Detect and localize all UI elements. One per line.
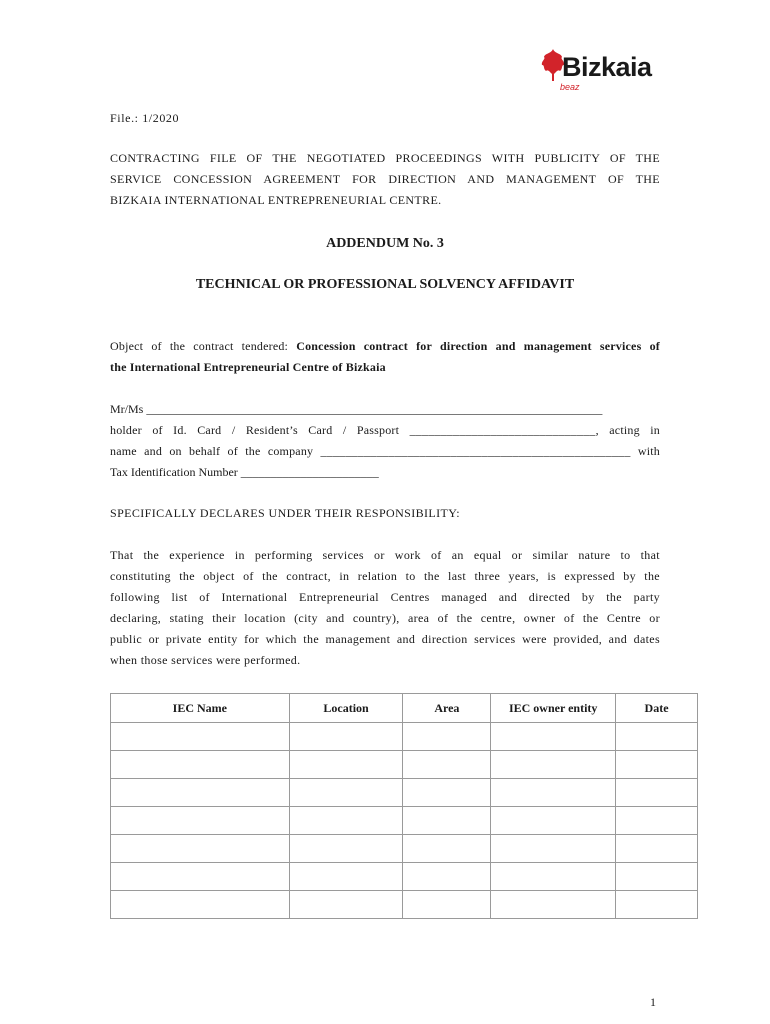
table-row [111,835,698,863]
file-number: File.: 1/2020 [110,111,180,125]
table-cell[interactable] [491,863,616,891]
table-cell[interactable] [616,835,698,863]
contracting-file-line: SERVICE CONCESSION AGREEMENT FOR DIRECTION AND MANAGEMENT OF THE [110,172,660,186]
contracting-file-line: BIZKAIA INTERNATIONAL ENTREPRENEURIAL CENTRE. [110,193,442,207]
table-cell[interactable] [111,835,290,863]
name-field-line: Mr/Ms ____________________________________________________________________________ [110,402,603,416]
experience-line: public or private entity for which the management and direction services were provided, and dates [110,632,660,646]
page-number: 1 [650,995,656,1009]
table-cell[interactable] [491,723,616,751]
table-row [111,723,698,751]
tax-id-field-line: Tax Identification Number _______________________ [110,465,379,479]
table-cell[interactable] [289,863,403,891]
table-cell[interactable] [289,891,403,919]
column-header-iec-name: IEC Name [111,694,290,723]
id-card-label: holder of Id. Card / Resident’s Card / Passport [110,423,400,437]
table-cell[interactable] [289,723,403,751]
contract-object-value: the International Entrepreneurial Centre of Bizkaia [110,360,386,374]
company-field-line [110,441,660,462]
table-row [111,779,698,807]
table-cell[interactable] [491,835,616,863]
contracting-file-line: CONTRACTING FILE OF THE NEGOTIATED PROCEEDINGS WITH PUBLICITY OF THE [110,151,660,165]
table-cell[interactable] [289,807,403,835]
table-row [111,751,698,779]
affidavit-title: TECHNICAL OR PROFESSIONAL SOLVENCY AFFIDAVIT [195,277,575,292]
table-cell[interactable] [111,807,290,835]
acting-in-label: acting in [609,423,660,437]
experience-line: declaring, stating their location (city and country), area of the centre, owner of the Centre or [110,611,660,625]
iec-table [110,693,698,919]
table-cell[interactable] [111,891,290,919]
experience-line: constituting the object of the contract, in relation to the last three years, is expressed by the [110,569,660,583]
company-blank: __________________________________________________ [320,444,631,458]
contract-object-line [110,336,660,357]
table-row [111,891,698,919]
table-cell[interactable] [111,751,290,779]
bizkaia-logo [540,46,662,98]
table-cell[interactable] [111,779,290,807]
with-label: with [637,444,660,458]
column-header-area: Area [403,694,491,723]
table-cell[interactable] [403,751,491,779]
table-cell[interactable] [491,891,616,919]
contract-object-value: Concession contract for direction and management services of [296,339,660,353]
addendum-title: ADDENDUM No. 3 [326,236,444,251]
table-cell[interactable] [616,891,698,919]
table-cell[interactable] [403,863,491,891]
table-cell[interactable] [289,751,403,779]
table-cell[interactable] [403,891,491,919]
experience-paragraph [110,545,660,671]
table-cell[interactable] [616,779,698,807]
column-header-date: Date [616,694,698,723]
column-header-location: Location [289,694,403,723]
table-header-row [111,694,698,723]
table-cell[interactable] [403,835,491,863]
table-cell[interactable] [491,751,616,779]
id-card-field-line [110,420,660,441]
experience-line: when those services were performed. [110,653,301,667]
table-row [111,807,698,835]
table-cell[interactable] [616,807,698,835]
experience-line: following list of International Entrepreneurial Centres managed and directed by the party [110,590,660,604]
table-cell[interactable] [616,751,698,779]
table-cell[interactable] [111,863,290,891]
contracting-file-heading [110,148,660,211]
company-label: name and on behalf of the company [110,444,314,458]
table-cell[interactable] [289,835,403,863]
table-cell[interactable] [403,807,491,835]
table-cell[interactable] [403,779,491,807]
contract-object-label: Object of the contract tendered: [110,339,297,353]
declares-heading: SPECIFICALLY DECLARES UNDER THEIR RESPONSIBILITY: [110,506,460,520]
experience-line: That the experience in performing services or work of an equal or similar nature to that [110,548,660,562]
contract-object [110,336,660,378]
table-cell[interactable] [403,723,491,751]
table-cell[interactable] [616,863,698,891]
table-cell[interactable] [289,779,403,807]
column-header-owner-entity: IEC owner entity [491,694,616,723]
logo-subtitle: beaz [560,82,580,92]
id-card-blank: ______________________________, [409,423,599,437]
declarant-fields [110,399,660,483]
table-cell[interactable] [111,723,290,751]
table-cell[interactable] [491,779,616,807]
table-row [111,863,698,891]
table-cell[interactable] [491,807,616,835]
table-cell[interactable] [616,723,698,751]
logo-wordmark: Bizkaia [562,52,652,82]
